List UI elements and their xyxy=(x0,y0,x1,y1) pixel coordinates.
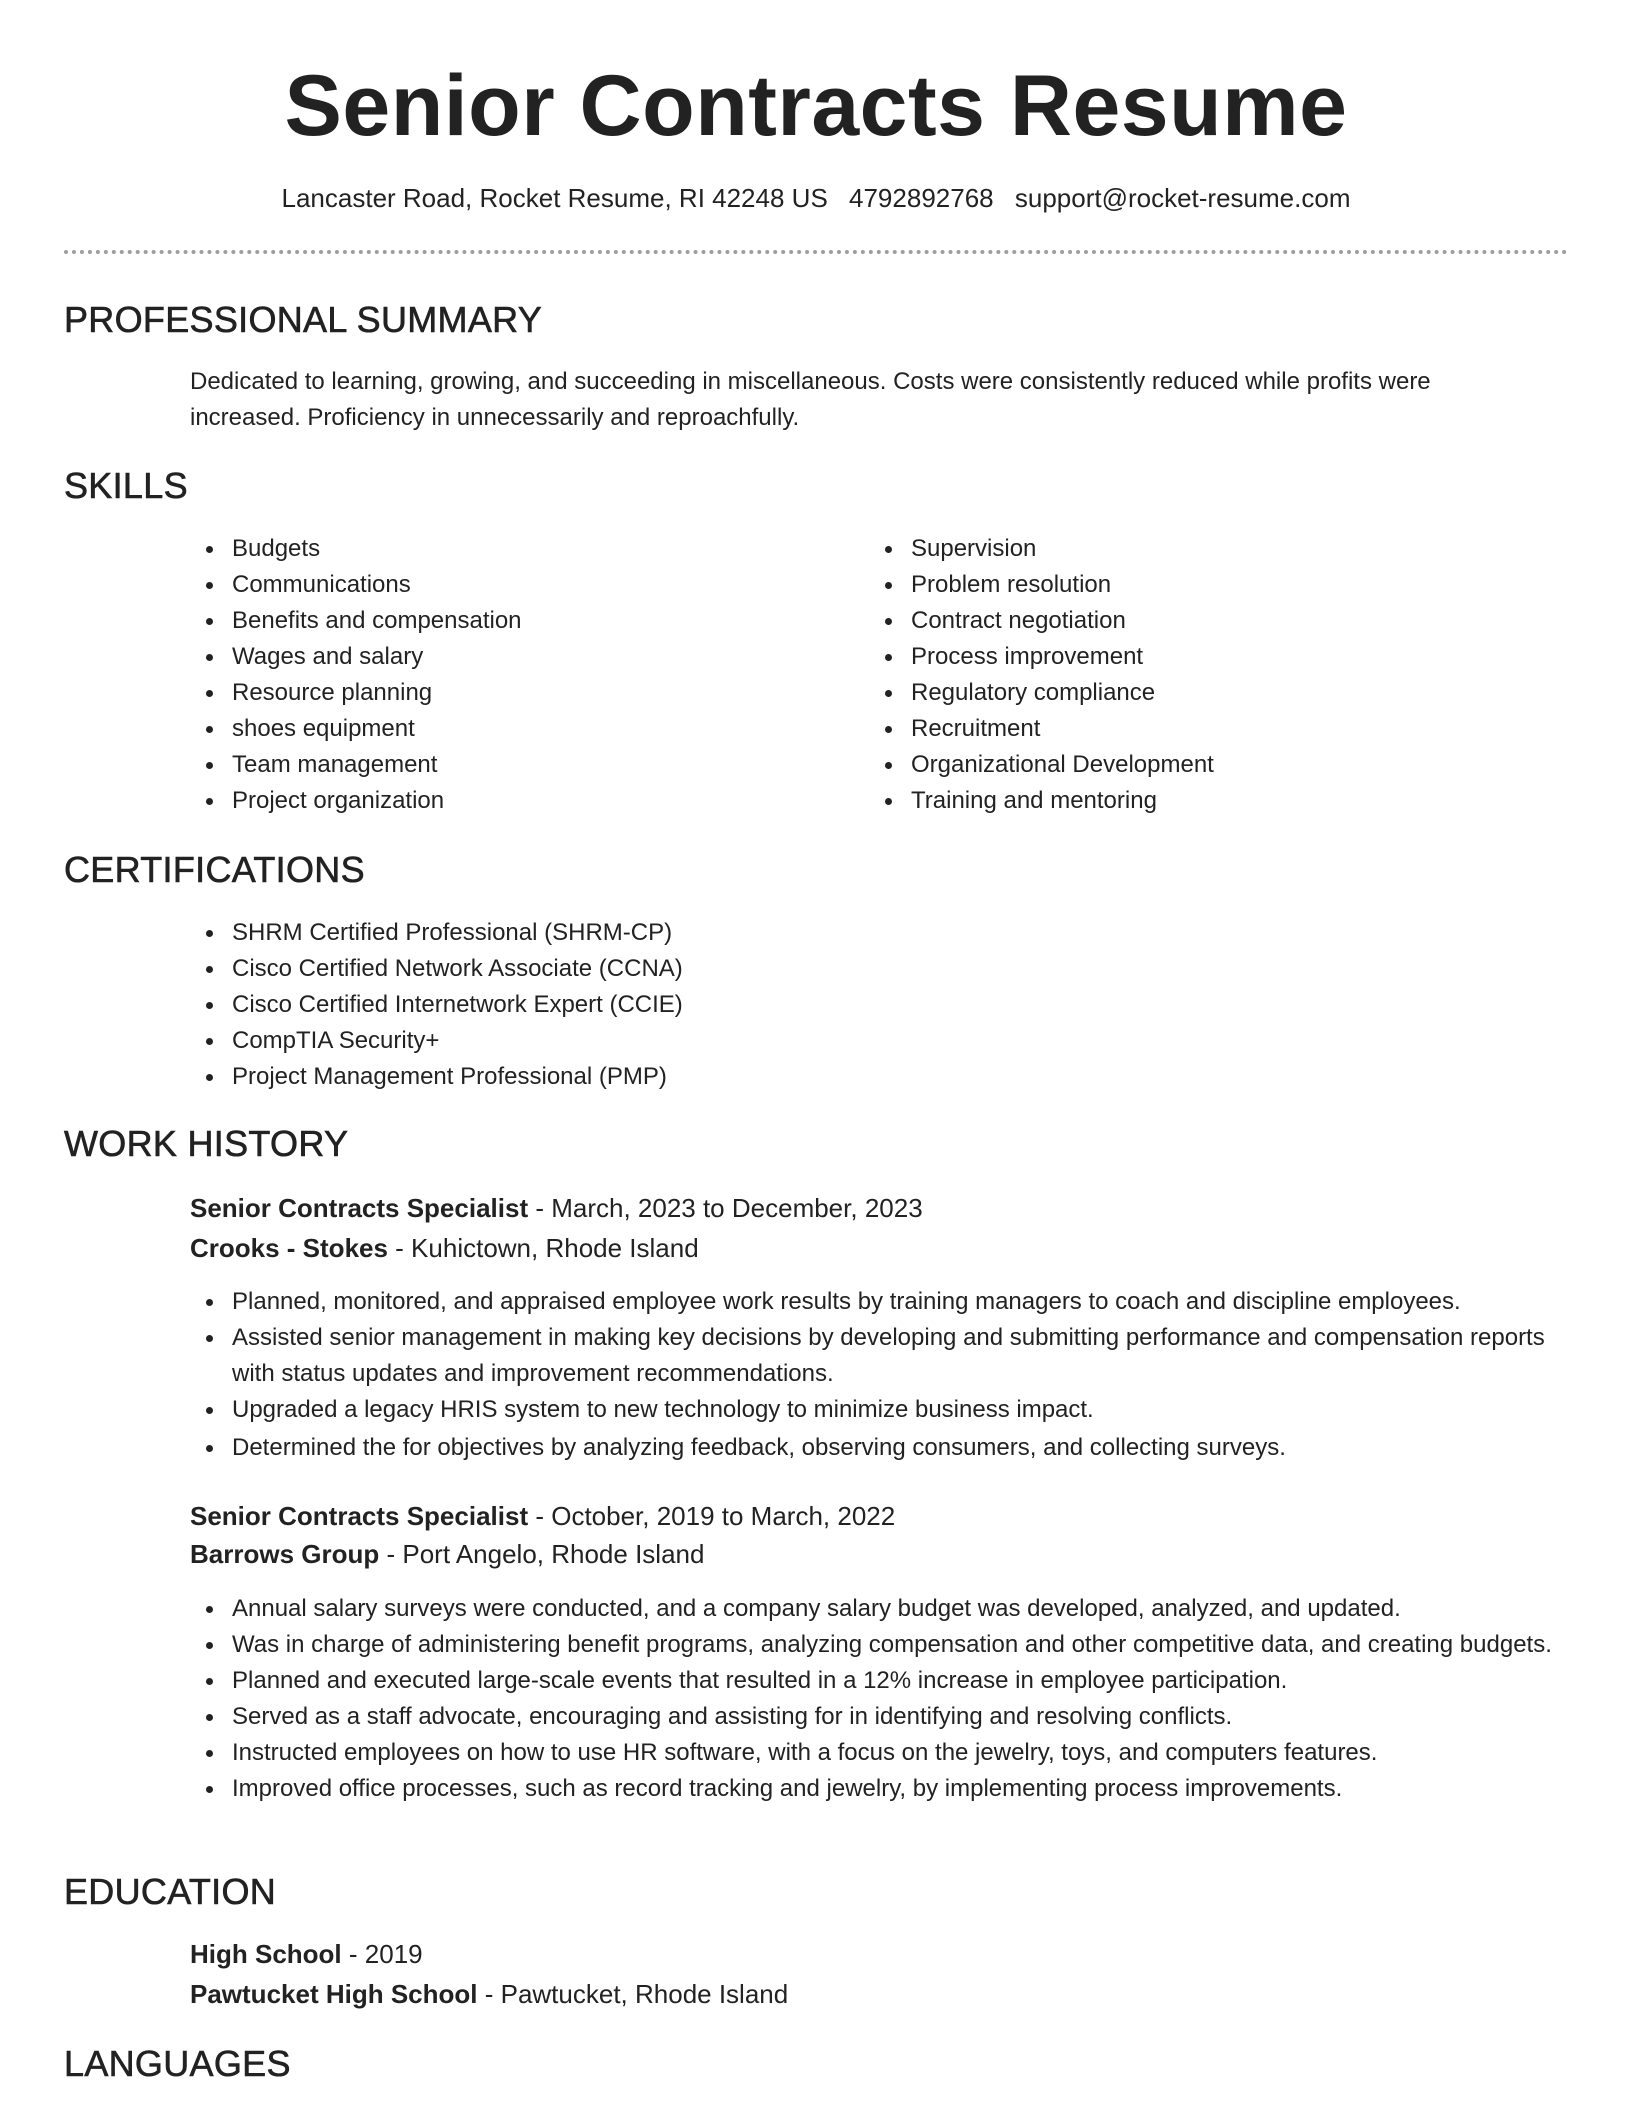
job-2-title-line xyxy=(190,1498,895,1534)
job-bullet: Annual salary surveys were conducted, and a company salary budget was developed, analyzed, and updated. xyxy=(232,1591,1572,1627)
job-2-company-line xyxy=(190,1536,704,1572)
education-location: - Pawtucket, Rhode Island xyxy=(477,1979,789,2009)
job-2-role: Senior Contracts Specialist xyxy=(190,1501,529,1531)
skill-item: Supervision xyxy=(911,531,1531,567)
section-title-languages: LANGUAGES xyxy=(64,2043,291,2084)
skills-list-right xyxy=(869,531,1531,819)
job-1-company: Crooks - Stokes xyxy=(190,1233,388,1263)
job-2-company: Barrows Group xyxy=(190,1539,380,1569)
contact-address: Lancaster Road, Rocket Resume, RI 42248 US xyxy=(281,183,828,213)
skill-item: Contract negotiation xyxy=(911,603,1531,639)
skill-item: Project organization xyxy=(232,783,852,819)
job-1-company-line xyxy=(190,1230,699,1266)
skill-item: Process improvement xyxy=(911,639,1531,675)
job-bullet: Planned and executed large-scale events that resulted in a 12% increase in employee participation. xyxy=(232,1663,1572,1699)
skill-item: Regulatory compliance xyxy=(911,675,1531,711)
job-bullet: Upgraded a legacy HRIS system to new technology to minimize business impact. xyxy=(232,1392,1572,1428)
job-bullet: Planned, monitored, and appraised employee work results by training managers to coach and discipline employees. xyxy=(232,1284,1572,1320)
certification-item: CompTIA Security+ xyxy=(232,1023,1532,1059)
skills-list-left xyxy=(190,531,852,819)
job-1-bullets xyxy=(190,1284,1572,1466)
contact-phone: 4792892768 xyxy=(849,183,994,213)
job-1-location: - Kuhictown, Rhode Island xyxy=(387,1233,699,1263)
certification-item: Cisco Certified Internetwork Expert (CCIE) xyxy=(232,987,1532,1023)
header-divider xyxy=(64,250,1568,254)
education-year: - 2019 xyxy=(341,1939,423,1969)
skill-item: Problem resolution xyxy=(911,567,1531,603)
section-title-summary: PROFESSIONAL SUMMARY xyxy=(64,299,543,340)
resume-title: Senior Contracts Resume xyxy=(284,58,1348,154)
job-2-bullets xyxy=(190,1591,1572,1807)
job-1-dates: - March, 2023 to December, 2023 xyxy=(528,1193,923,1223)
job-2-location: - Port Angelo, Rhode Island xyxy=(379,1539,705,1569)
section-title-certifications: CERTIFICATIONS xyxy=(64,849,365,890)
education-degree: High School xyxy=(190,1939,342,1969)
job-bullet: Was in charge of administering benefit programs, analyzing compensation and other competitive data, and creating budgets. xyxy=(232,1627,1572,1663)
certification-item: Project Management Professional (PMP) xyxy=(232,1059,1532,1095)
skill-item: shoes equipment xyxy=(232,711,852,747)
job-1-role: Senior Contracts Specialist xyxy=(190,1193,529,1223)
section-title-skills: SKILLS xyxy=(64,465,188,506)
job-2-dates: - October, 2019 to March, 2022 xyxy=(528,1501,896,1531)
job-bullet: Determined the for objectives by analyzing feedback, observing consumers, and collecting surveys. xyxy=(232,1430,1572,1466)
skill-item: Recruitment xyxy=(911,711,1531,747)
skill-item: Benefits and compensation xyxy=(232,603,852,639)
contact-line xyxy=(0,180,1632,216)
job-bullet: Served as a staff advocate, encouraging and assisting for in identifying and resolving conflicts. xyxy=(232,1699,1572,1735)
job-bullet: Instructed employees on how to use HR software, with a focus on the jewelry, toys, and computers features. xyxy=(232,1735,1572,1771)
certification-item: Cisco Certified Network Associate (CCNA) xyxy=(232,951,1532,987)
section-title-work-history: WORK HISTORY xyxy=(64,1123,349,1164)
certifications-list xyxy=(190,915,1532,1095)
skill-item: Wages and salary xyxy=(232,639,852,675)
skill-item: Training and mentoring xyxy=(911,783,1531,819)
skill-item: Budgets xyxy=(232,531,852,567)
summary-text: Dedicated to learning, growing, and succeeding in miscellaneous. Costs were consistently reduced while profits were increased. Proficiency in unnecessarily and reproachfully. xyxy=(190,368,1431,431)
job-1-title-line xyxy=(190,1190,923,1226)
job-bullet: Assisted senior management in making key decisions by developing and submitting performance and compensation reports with status updates and improvement recommendations. xyxy=(232,1320,1572,1392)
education-degree-line xyxy=(190,1936,423,1972)
skill-item: Team management xyxy=(232,747,852,783)
section-title-education: EDUCATION xyxy=(64,1871,277,1912)
education-school: Pawtucket High School xyxy=(190,1979,478,2009)
job-bullet: Improved office processes, such as record tracking and jewelry, by implementing process improvements. xyxy=(232,1771,1572,1807)
skill-item: Communications xyxy=(232,567,852,603)
certification-item: SHRM Certified Professional (SHRM-CP) xyxy=(232,915,1532,951)
contact-email: support@rocket-resume.com xyxy=(1014,183,1351,213)
skill-item: Organizational Development xyxy=(911,747,1531,783)
skill-item: Resource planning xyxy=(232,675,852,711)
education-school-line xyxy=(190,1976,788,2012)
